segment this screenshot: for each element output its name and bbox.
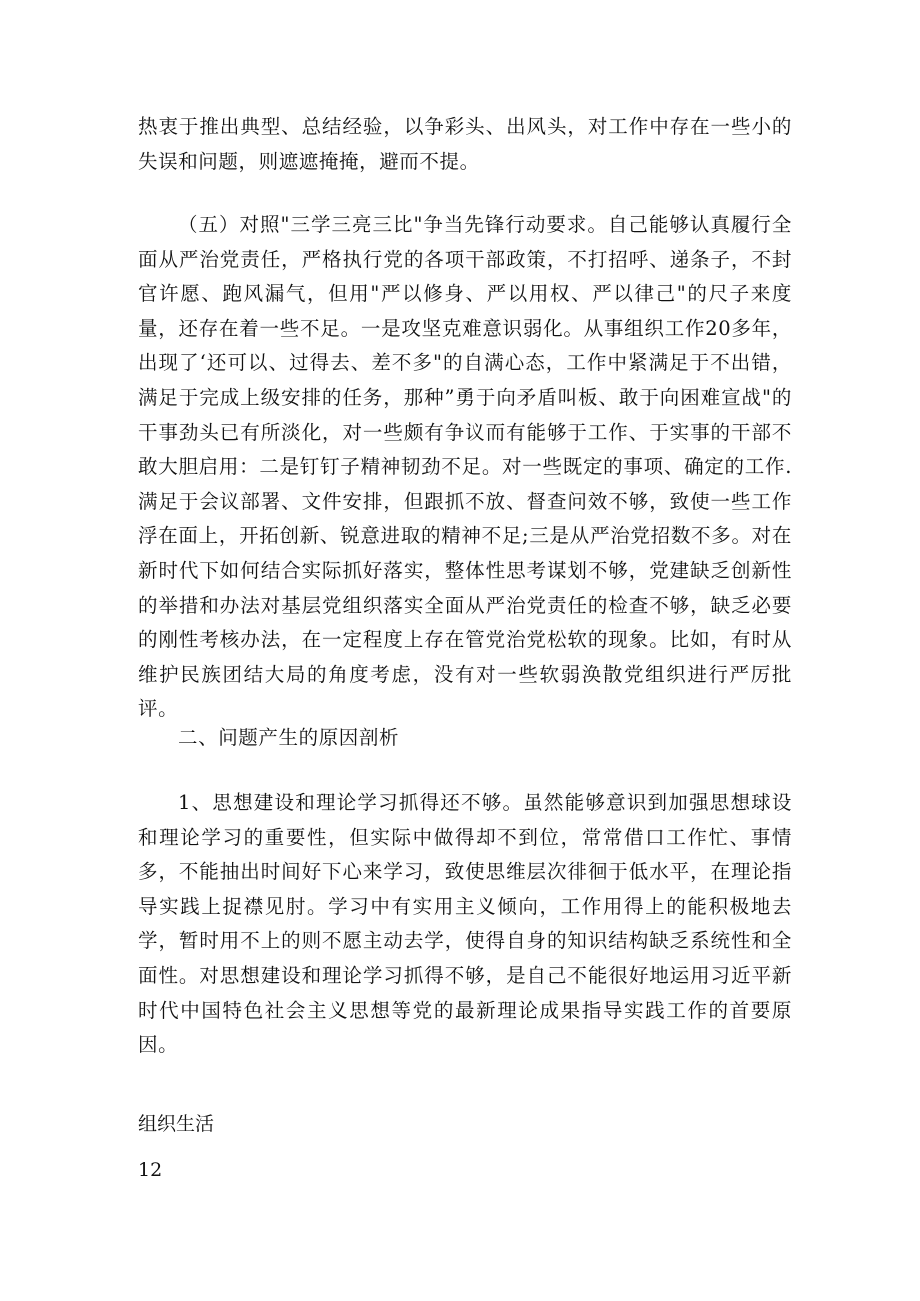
paragraph-section-five: （五）对照"三学三亮三比"争当先锋行动要求。自己能够认真履行全面从严治党责任，严格执行党的各项干部政策，不打招呼、递条子，不封官许愿、跑风漏气，但用"严以修身、严以用权、严以律己"的尺子来度量，还存在着一些不足。一是攻坚克难意识弱化。从事组织工作20多年，出现了‘还可以、过得去、差不多"的自满心态，工作中紧满足于不出错，满足于完成上级安排的任务，那种”勇于向矛盾叫板、敢于向困难宣战"的干事劲头已有所淡化，对一些颇有争议而有能够于工作、于实事的干部不敢大胆启用：二是钉钉子精神韧劲不足。对一些既定的事项、确定的工作.满足于会议部署、文件安排，但跟抓不放、督查问效不够，致使一些工作浮在面上，开拓创新、锐意进取的精神不足;三是从严治党招数不多。对在新时代下如何结合实际抓好落实，整体性思考谋划不够，党建缺乏创新性的举措和办法对基层党组织落实全面从严治党责任的检查不够，缺乏必要的刚性考核办法，在一定程度上存在管党治党松软的现象。比如，有时从维护民族团结大局的角度考虑，没有对一些软弱涣散党组织进行严厉批评。 [138, 213, 792, 721]
footer-title: 组织生活 [138, 1113, 215, 1135]
paragraph-cause-one: 1、思想建设和理论学习抓得还不够。虽然能够意识到加强思想球设和理论学习的重要性，但实际中做得却不到位，常常借口工作忙、事情多，不能抽出时间好下心来学习，致使思维层次徘徊于低水平，在理论指导实践上捉襟见肘。学习中有实用主义倾向，工作用得上的能积极地去学，暂时用不上的则不愿主动去学，使得自身的知识结构缺乏系统性和全面性。对思想建设和理论学习抓得不够，是自己不能很好地运用习近平新时代中国特色社会主义思想等党的最新理论成果指导实践工作的首要原因。 [138, 791, 792, 1057]
paragraph-continuation: 热衷于推出典型、总结经验，以争彩头、出风头，对工作中存在一些小的失误和问题，则遮遮掩掩，避而不提。 [138, 115, 792, 173]
page-number: 12 [138, 1159, 163, 1181]
section-heading: 二、问题产生的原因剖析 [178, 726, 400, 749]
